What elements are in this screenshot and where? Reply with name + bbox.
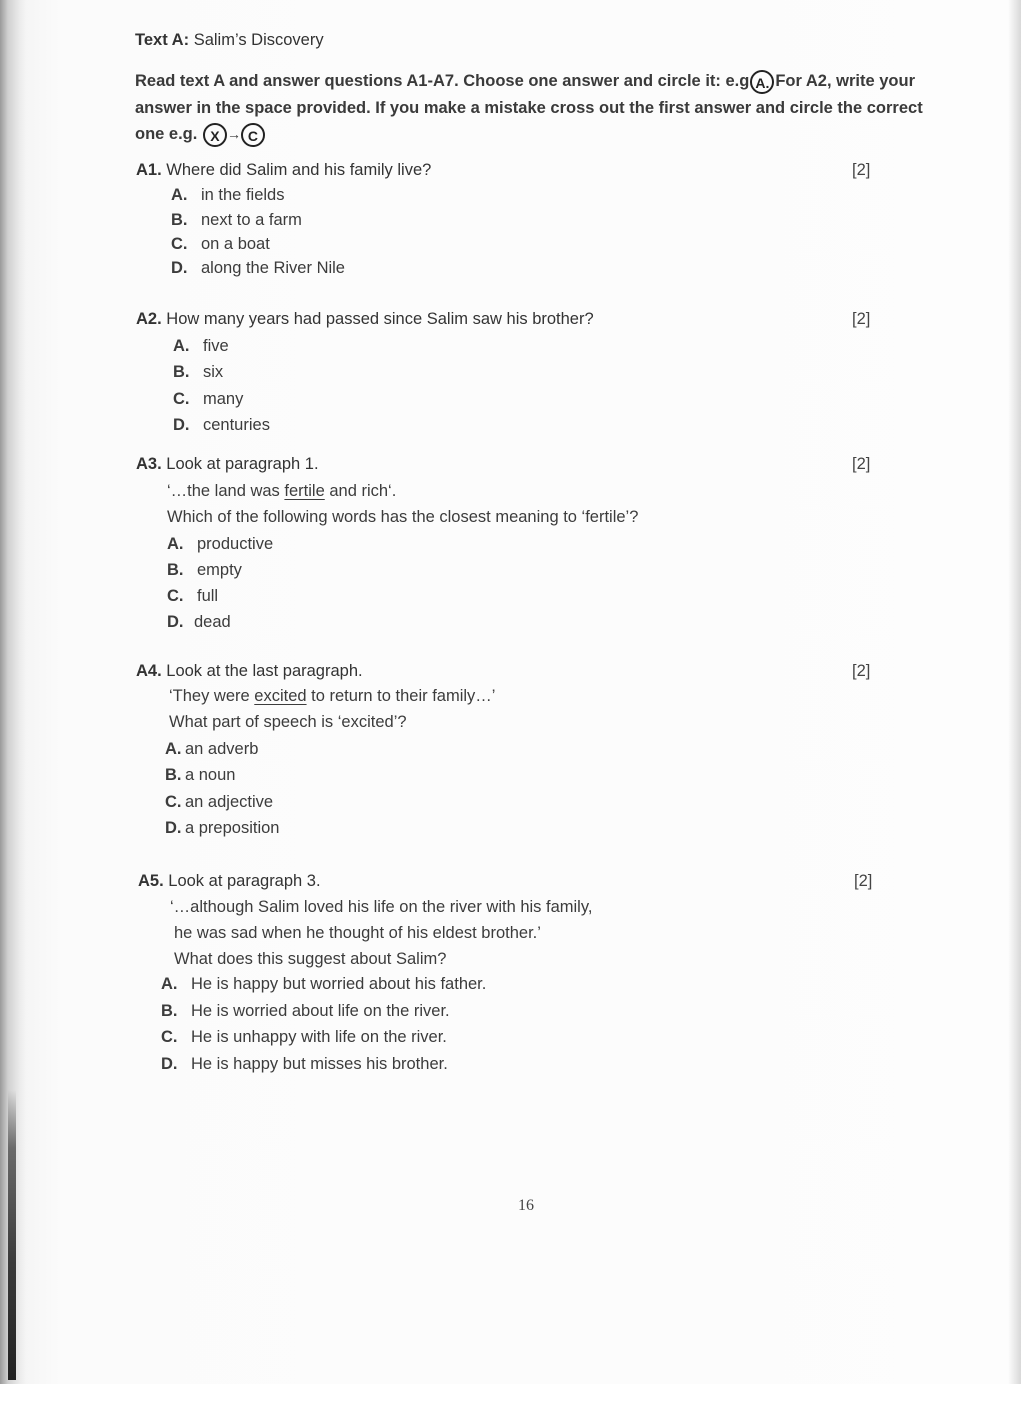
question-a3 <box>136 455 319 474</box>
question-number: A2. <box>136 310 162 328</box>
question-quote: ‘They were excited to return to their family…’ <box>169 687 496 705</box>
option-d[interactable]: D. dead <box>167 613 231 631</box>
question-text: Look at paragraph 3. <box>168 872 321 890</box>
question-prompt: What part of speech is ‘excited’? <box>169 713 407 731</box>
title-text: Salim’s Discovery <box>193 31 324 49</box>
option-d[interactable]: D. along the River Nile <box>171 259 345 277</box>
question-quote: ‘…the land was fertile and rich‘. <box>167 482 397 500</box>
option-b[interactable]: B. a noun <box>165 766 236 784</box>
question-quote-line2: he was sad when he thought of his eldest brother.’ <box>174 924 541 942</box>
question-marks: [2] <box>852 662 871 680</box>
option-d[interactable]: D. He is happy but misses his brother. <box>161 1055 448 1073</box>
option-c[interactable]: C. on a boat <box>171 235 270 253</box>
question-quote-line1: ‘…although Salim loved his life on the river with his family, <box>170 898 593 916</box>
instructions-part2: For A2, write your answer in the space provided. If you make a mistake cross out the first answer and circle the correct one e.g. <box>135 72 923 143</box>
question-a4 <box>136 662 363 681</box>
arrow-icon: → <box>226 126 241 143</box>
option-d[interactable]: D. a preposition <box>165 819 280 837</box>
underlined-word: excited <box>254 687 307 705</box>
title-label: Text A: <box>135 31 190 49</box>
option-c[interactable]: C. many <box>173 390 244 408</box>
question-text: Where did Salim and his family live? <box>166 161 432 179</box>
option-b[interactable]: B. six <box>173 363 224 381</box>
question-prompt: Which of the following words has the closest meaning to ‘fertile’? <box>167 508 639 526</box>
option-b[interactable]: B. He is worried about life on the river. <box>161 1002 450 1020</box>
question-marks: [2] <box>854 872 873 890</box>
scan-binding-stripe <box>8 1090 16 1380</box>
instructions-part1: Read text A and answer questions A1-A7. Choose one answer and circle it: e.g <box>135 72 750 90</box>
option-a[interactable]: A. He is happy but worried about his father. <box>161 975 487 993</box>
correct-circled-answer: C <box>241 123 265 147</box>
scan-bottom-margin <box>0 1384 1021 1404</box>
option-d[interactable]: D. centuries <box>173 416 270 434</box>
option-a[interactable]: A. an adverb <box>165 740 259 758</box>
option-a[interactable]: A. in the fields <box>171 186 285 204</box>
question-text: Look at the last paragraph. <box>166 662 363 680</box>
option-c[interactable]: C. He is unhappy with life on the river. <box>161 1028 447 1046</box>
question-marks: [2] <box>852 161 871 179</box>
example-circled-answer: A. <box>750 70 774 94</box>
question-number: A4. <box>136 662 162 680</box>
question-a2 <box>136 310 594 329</box>
text-title <box>135 31 324 50</box>
question-a1 <box>136 161 431 180</box>
option-c[interactable]: C. an adjective <box>165 793 274 811</box>
question-number: A3. <box>136 455 162 473</box>
question-text: How many years had passed since Salim saw his brother? <box>166 310 594 328</box>
question-marks: [2] <box>852 310 871 328</box>
option-c[interactable]: C. full <box>167 587 219 605</box>
question-text: Look at paragraph 1. <box>166 455 319 473</box>
question-marks: [2] <box>852 455 871 473</box>
option-a[interactable]: A. five <box>173 337 229 355</box>
scan-right-shadow <box>1008 0 1021 1384</box>
question-prompt: What does this suggest about Salim? <box>174 950 447 968</box>
instructions <box>135 68 925 148</box>
option-b[interactable]: B. empty <box>167 561 242 579</box>
question-number: A1. <box>136 161 162 179</box>
question-number: A5. <box>138 872 164 890</box>
underlined-word: fertile <box>284 482 325 500</box>
option-b[interactable]: B. next to a farm <box>171 211 302 229</box>
option-a[interactable]: A. productive <box>167 535 274 553</box>
page-number: 16 <box>518 1197 534 1214</box>
crossed-out-answer: X <box>203 123 227 147</box>
question-a5 <box>138 872 321 891</box>
